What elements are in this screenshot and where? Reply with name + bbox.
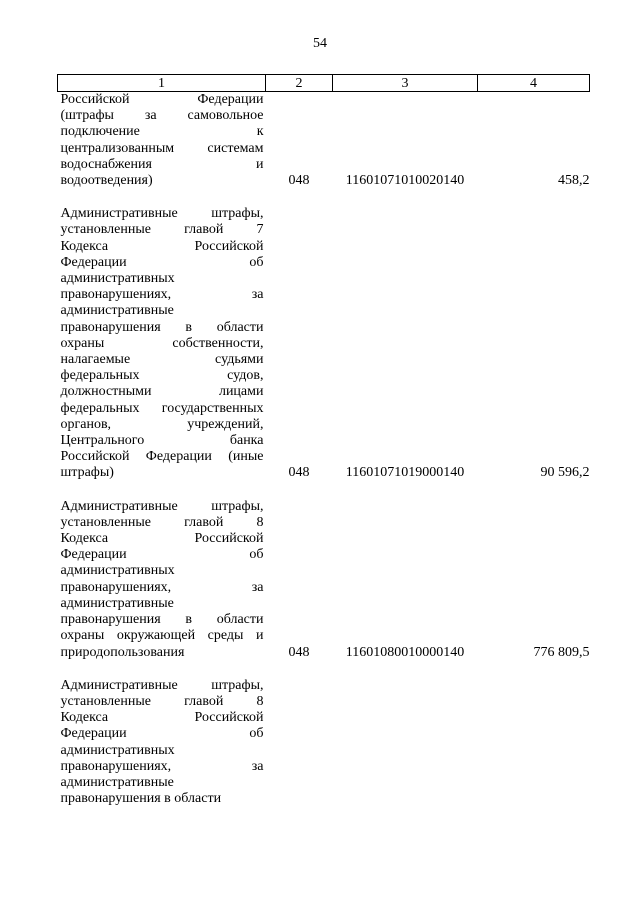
description-line: должностными лицами (60, 384, 264, 400)
description-line: подключение к (60, 124, 264, 140)
kbk-code-cell: 11601080010000140 (345, 644, 465, 660)
page-number: 54 (313, 36, 327, 51)
column-header-3: 3 (333, 75, 478, 92)
description-line: правонарушения в области (60, 612, 264, 628)
description-line: правонарушениях, за (60, 579, 264, 595)
row-spacer (58, 482, 590, 499)
description-line: Федерации об (60, 254, 264, 270)
description-line: природопользования (60, 644, 185, 660)
description-line: охраны окружающей среды и (60, 628, 264, 644)
admin-code-cell: 048 (288, 173, 310, 189)
table-row (58, 678, 590, 808)
admin-code-cell: 048 (288, 465, 310, 481)
table-header-row (58, 75, 590, 92)
description-line: административных (60, 563, 175, 579)
description-line: Центрального банка (60, 433, 264, 449)
description-line: установленные главой 8 (60, 693, 264, 709)
description-line: установленные главой 7 (60, 222, 264, 238)
description-line: административные (60, 774, 174, 790)
revenue-description (58, 678, 266, 808)
amount-cell (478, 678, 590, 808)
description-line: штрафы) (60, 465, 114, 481)
description-line: Российской Федерации (иные (60, 449, 264, 465)
row-spacer (58, 189, 590, 206)
description-line: правонарушения в области (60, 791, 222, 807)
revenue-description (58, 499, 266, 661)
description-line: административных (60, 742, 175, 758)
kbk-code-cell: 11601071010020140 (345, 173, 465, 189)
revenue-description (58, 92, 266, 190)
amount-cell: 458,2 (558, 173, 590, 189)
description-line: установленные главой 8 (60, 514, 264, 530)
description-line: налагаемые судьями (60, 352, 264, 368)
description-line: административные (60, 595, 174, 611)
description-line: водоснабжения и (60, 156, 264, 172)
kbk-code-cell (333, 678, 478, 808)
column-header-1: 1 (58, 75, 266, 92)
kbk-code-cell: 11601071019000140 (345, 465, 465, 481)
admin-code-cell: 048 (288, 644, 310, 660)
description-line: Административные штрафы, (60, 498, 264, 514)
description-line: Федерации об (60, 547, 264, 563)
description-line: централизованным системам (60, 140, 264, 156)
budget-table (57, 74, 590, 807)
description-line: правонарушениях, за (60, 758, 264, 774)
description-line: правонарушения в области (60, 319, 264, 335)
description-line: (штрафы за самовольное (60, 108, 264, 124)
description-line: водоотведения) (60, 173, 153, 189)
description-line: федеральных государственных (60, 400, 264, 416)
description-line: органов, учреждений, (60, 416, 264, 432)
description-line: правонарушениях, за (60, 287, 264, 303)
description-line: охраны собственности, (60, 335, 264, 351)
table-row (58, 92, 590, 190)
description-line: Кодекса Российской (60, 710, 264, 726)
description-line: Федерации об (60, 726, 264, 742)
description-line: федеральных судов, (60, 368, 264, 384)
amount-cell: 776 809,5 (533, 644, 590, 660)
amount-cell: 90 596,2 (540, 465, 590, 481)
description-line: Кодекса Российской (60, 531, 264, 547)
column-header-4: 4 (478, 75, 590, 92)
revenue-description (58, 206, 266, 481)
description-line: Административные штрафы, (60, 677, 264, 693)
description-line: Административные штрафы, (60, 206, 264, 222)
column-header-2: 2 (266, 75, 333, 92)
description-line: Кодекса Российской (60, 238, 264, 254)
table-row (58, 499, 590, 661)
admin-code-cell (266, 678, 333, 808)
description-line: административных (60, 271, 175, 287)
description-line: Российской Федерации (60, 92, 264, 107)
row-spacer (58, 661, 590, 678)
table-row (58, 206, 590, 481)
description-line: административные (60, 303, 174, 319)
